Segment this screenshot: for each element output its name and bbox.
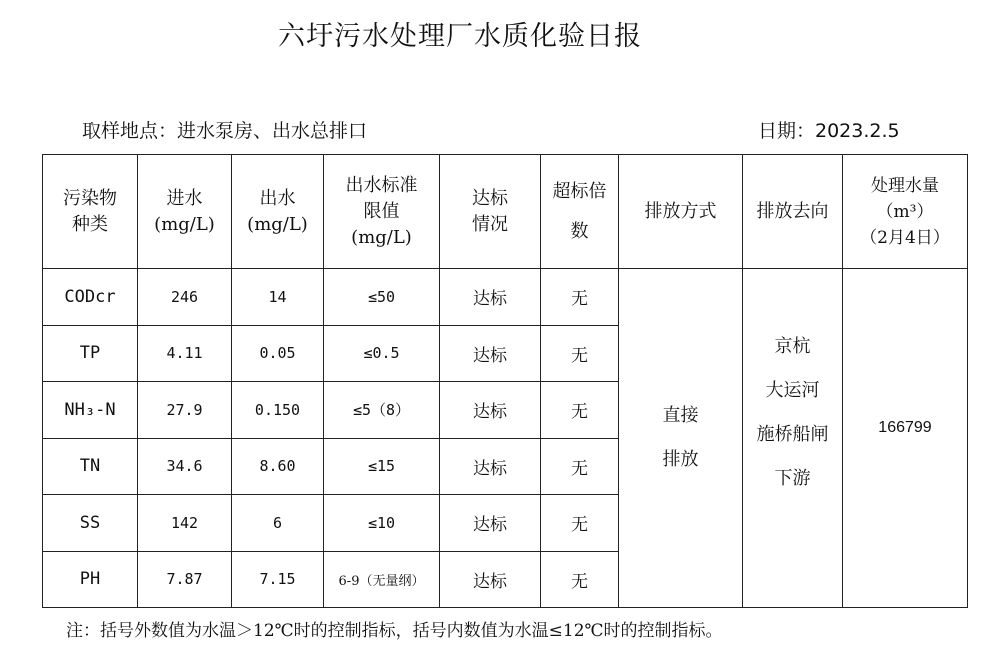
cell-pollutant: SS [43,495,138,552]
header-limit: 出水标准 限值 (mg/L) [324,155,440,269]
cell-influent: 34.6 [138,438,232,495]
sampling-location: 取样地点：进水泵房、出水总排口 [82,120,368,142]
cell-discharge-method: 直接 排放 [619,269,743,608]
header-status: 达标 情况 [440,155,541,269]
report-date: 日期：2023.2.5 [758,120,900,142]
footnote: 注：括号外数值为水温＞12℃时的控制指标，括号内数值为水温≤12℃时的控制指标。 [66,621,723,641]
cell-pollutant: TN [43,438,138,495]
cell-exceed: 无 [541,438,619,495]
cell-status: 达标 [440,382,541,439]
cell-effluent: 0.05 [232,325,324,382]
header-discharge-dest: 排放去向 [743,155,843,269]
header-pollutant: 污染物 种类 [43,155,138,269]
cell-influent: 7.87 [138,551,232,608]
cell-limit: ≤15 [324,438,440,495]
cell-volume: 166799 [843,269,968,608]
cell-limit: ≤10 [324,495,440,552]
cell-status: 达标 [440,551,541,608]
cell-pollutant: PH [43,551,138,608]
cell-exceed: 无 [541,495,619,552]
cell-effluent: 14 [232,269,324,326]
header-discharge-method: 排放方式 [619,155,743,269]
header-effluent: 出水 (mg/L) [232,155,324,269]
cell-effluent: 6 [232,495,324,552]
cell-influent: 4.11 [138,325,232,382]
header-exceed: 超标倍 数 [541,155,619,269]
header-volume: 处理水量 （m³） （2月4日） [843,155,968,269]
cell-influent: 246 [138,269,232,326]
cell-influent: 27.9 [138,382,232,439]
cell-pollutant: TP [43,325,138,382]
cell-status: 达标 [440,269,541,326]
cell-status: 达标 [440,325,541,382]
cell-status: 达标 [440,495,541,552]
cell-limit: 6-9（无量纲） [324,551,440,608]
cell-exceed: 无 [541,551,619,608]
cell-influent: 142 [138,495,232,552]
cell-status: 达标 [440,438,541,495]
cell-discharge-dest: 京杭 大运河 施桥船闸 下游 [743,269,843,608]
cell-effluent: 0.150 [232,382,324,439]
cell-effluent: 7.15 [232,551,324,608]
header-influent: 进水 (mg/L) [138,155,232,269]
cell-pollutant: CODcr [43,269,138,326]
table-row [43,269,968,326]
cell-limit: ≤50 [324,269,440,326]
cell-pollutant: NH₃-N [43,382,138,439]
cell-limit: ≤0.5 [324,325,440,382]
water-quality-table [42,154,968,608]
report-title: 六圩污水处理厂水质化验日报 [278,21,642,52]
cell-limit: ≤5（8） [324,382,440,439]
cell-exceed: 无 [541,325,619,382]
cell-effluent: 8.60 [232,438,324,495]
table-header-row [43,155,968,269]
cell-exceed: 无 [541,269,619,326]
cell-exceed: 无 [541,382,619,439]
